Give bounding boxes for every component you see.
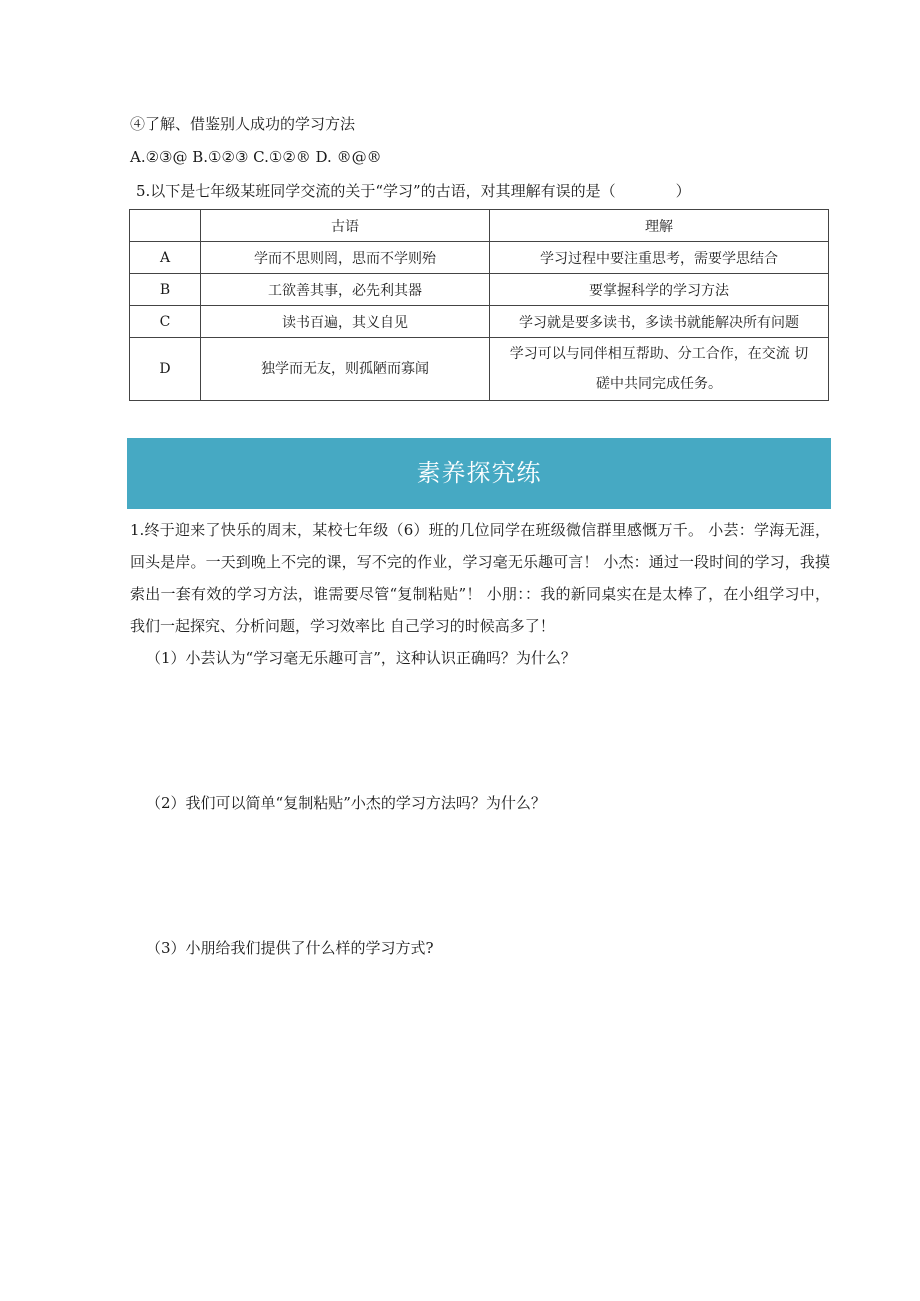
q4-item4: ④了解、借鉴别人成功的学习方法 <box>130 115 356 133</box>
row-quote: 工欲善其事，必先利其器 <box>201 274 490 306</box>
row-meaning: 学习过程中要注重思考，需要学思结合 <box>490 242 829 274</box>
row-meaning-line-1: 学习可以与同伴相互帮助、分工合作，在交流 切 <box>509 346 809 362</box>
header-quote-cell: 古语 <box>201 210 490 242</box>
p1-stem: 1.终于迎来了快乐的周末，某校七年级（6）班的几位同学在班级微信群里感慨万千。 小芸：学海无涯，回头是岸。一天到晚上不完的课，写不完的作业，学习毫无乐趣可言！ 小杰：通过一段时间的学习，我摸索出一套有效的学习方法，谁需要尽管“复制粘贴”！ 小朋：：我的新同桌实在是太棒了，在小组学习中，我们一起探究、分析问题，学习效率比 自己学习的时候高多了！ <box>130 521 830 635</box>
row-key: C <box>130 306 201 338</box>
row-quote: 独学而无友，则孤陋而寡闻 <box>201 338 490 401</box>
p1-sub2: （2）我们可以简单“复制粘贴”小杰的学习方法吗？为什么？ <box>146 794 546 812</box>
row-meaning <box>490 338 829 401</box>
table-row <box>130 274 829 306</box>
q5-table <box>129 209 829 401</box>
table-row <box>130 306 829 338</box>
row-quote: 学而不思则罔，思而不学则殆 <box>201 242 490 274</box>
q5-stem: 5.以下是七年级某班同学交流的关于“学习”的古语，对其理解有误的是（ ） <box>136 182 691 200</box>
header-meaning-cell: 理解 <box>490 210 829 242</box>
row-meaning-line-2: 磋中共同完成任务。 <box>596 376 722 392</box>
table-header-row <box>130 210 829 242</box>
row-quote: 读书百遍，其义自见 <box>201 306 490 338</box>
section-banner: 素养探究练 <box>127 438 831 509</box>
q4-options: A.②③@ B.①②③ C.①②® D. ®@® <box>130 148 382 166</box>
table-row <box>130 338 829 401</box>
row-key: A <box>130 242 201 274</box>
header-key-cell <box>130 210 201 242</box>
row-meaning: 学习就是要多读书，多读书就能解决所有问题 <box>490 306 829 338</box>
p1-sub3: （3）小朋给我们提供了什么样的学习方式? <box>146 939 434 957</box>
row-meaning: 要掌握科学的学习方法 <box>490 274 829 306</box>
table-row <box>130 242 829 274</box>
row-key: D <box>130 338 201 401</box>
row-key: B <box>130 274 201 306</box>
p1-sub1: （1）小芸认为“学习毫无乐趣可言”，这种认识正确吗？为什么？ <box>146 649 576 667</box>
